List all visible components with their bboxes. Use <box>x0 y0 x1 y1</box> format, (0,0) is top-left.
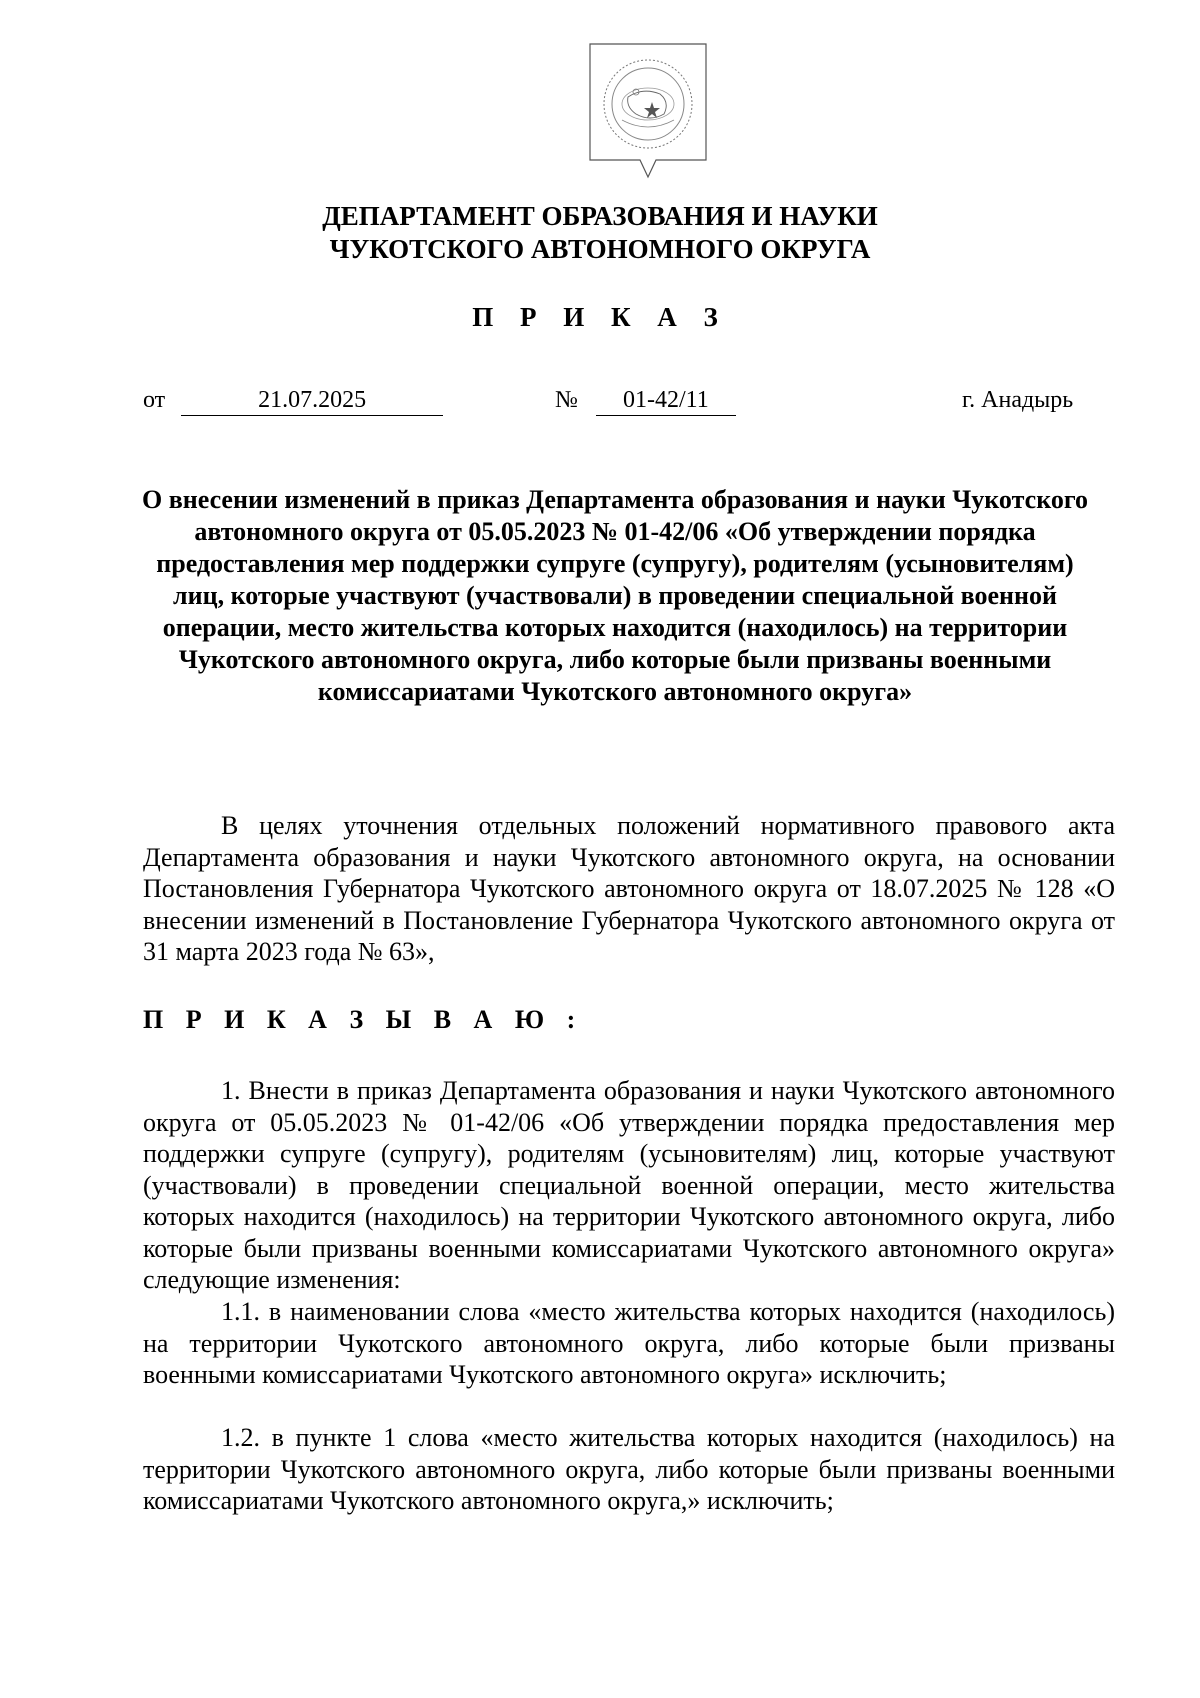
date-value: 21.07.2025 <box>181 385 443 416</box>
order-subject: О внесении изменений в приказ Департамента образования и науки Чукотского автономного округа от 05.05.2023 № 01-42/06 «Об утверждении порядка предоставления мер поддержки супруге (супругу), родителям (усыновителям) лиц, которые участвуют (участвовали) в проведении специальной военной операции, место жительства которых находится (находилось) на территории Чукотского автономного округа, либо которые были призваны военными комиссариатами Чукотского автономного округа» <box>141 485 1089 706</box>
department-name-line-2: ЧУКОТСКОГО АВТОНОМНОГО ОКРУГА <box>329 234 871 264</box>
department-name <box>0 200 1200 266</box>
order-date <box>143 385 443 416</box>
coat-of-arms-emblem <box>588 42 708 187</box>
order-number <box>555 385 736 416</box>
preamble-paragraph: В целях уточнения отдельных положений нормативного правового акта Департамента образования и науки Чукотского автономного округа, на основании Постановления Губернатора Чукотского автономного округа от 18.07.2025 № 128 «О внесении изменений в Постановление Губернатора Чукотского автономного округа от 31 марта 2023 года № 63», <box>143 811 1115 966</box>
number-prefix: № <box>555 387 578 413</box>
item-1-1-paragraph: 1.1. в наименовании слова «место жительства которых находится (находилось) на территории Чукотского автономного округа, либо которые были призваны военными комиссариатами Чукотского автономного округа» исключить; <box>143 1297 1115 1389</box>
document-type-title: П Р И К А З <box>472 302 728 332</box>
item-1-paragraph: 1. Внести в приказ Департамента образования и науки Чукотского автономного округа от 05.05.2023 № 01-42/06 «Об утверждении порядка предоставления мер поддержки супруге (супругу), родителям (усыновителям) лиц, которые участвуют (участвовали) в проведении специальной военной операции, место жительства которых находится (находилось) на территории Чукотского автономного округа, либо которые были призваны военными комиссариатами Чукотского автономного округа» следующие изменения: <box>143 1076 1115 1294</box>
order-directive-word: П Р И К А З Ы В А Ю : <box>143 1005 584 1034</box>
item-1-2-paragraph: 1.2. в пункте 1 слова «место жительства которых находится (находилось) на территории Чукотского автономного округа, либо которые были призваны военными комиссариатами Чукотского автономного округа,» исключить; <box>143 1423 1115 1515</box>
number-value: 01-42/11 <box>596 385 736 416</box>
department-name-line-1: ДЕПАРТАМЕНТ ОБРАЗОВАНИЯ И НАУКИ <box>322 201 878 231</box>
date-prefix: от <box>143 387 166 413</box>
order-city: г. Анадырь <box>962 387 1074 413</box>
